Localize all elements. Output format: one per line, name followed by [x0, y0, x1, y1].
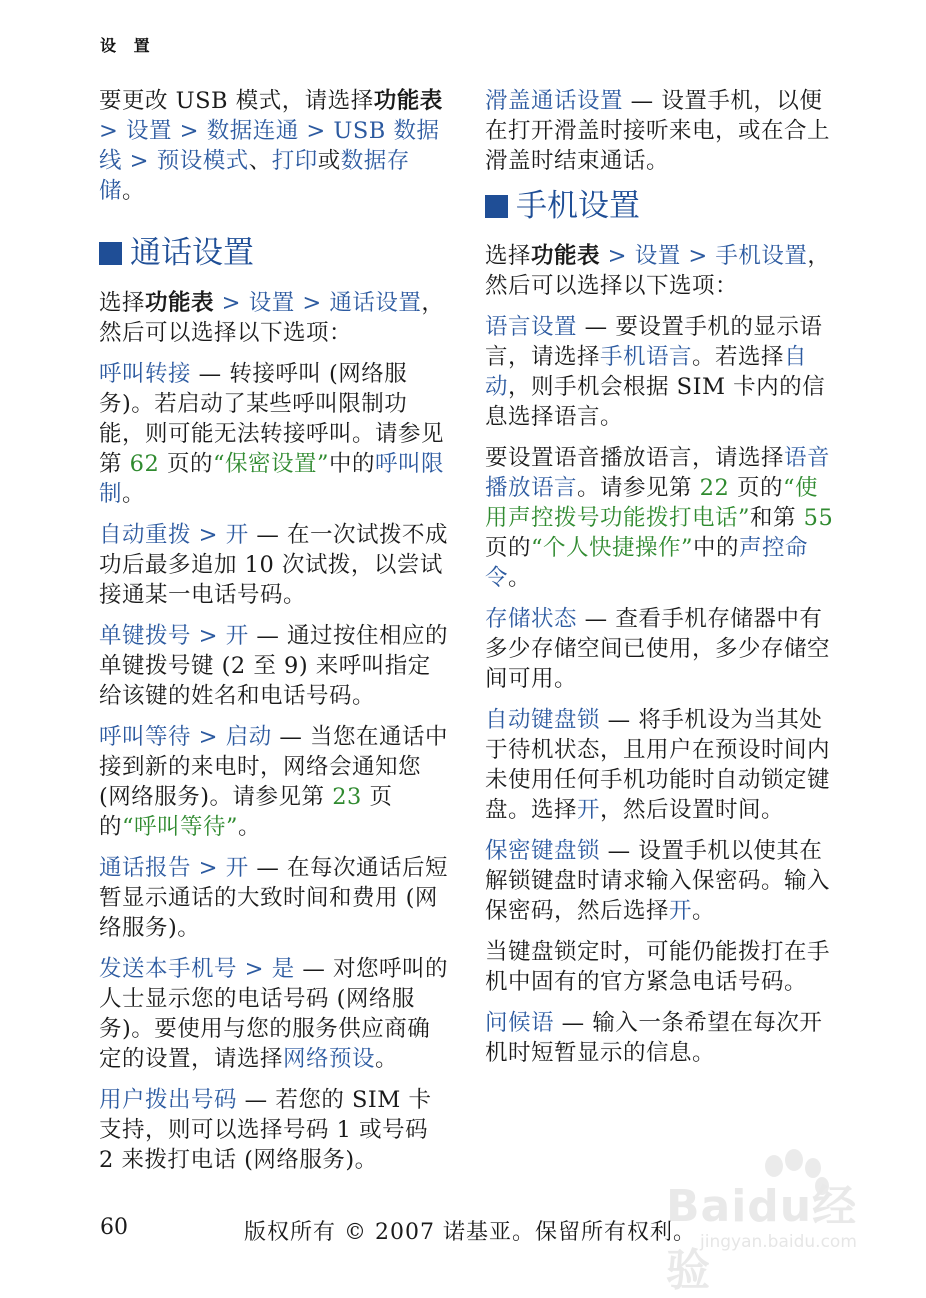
auto-redial-item: 自动重拨 > 开 — 在一次试拨不成功后最多追加 10 次试拨，以尝试接通某一电话号码。 [99, 522, 449, 608]
welcome-note-item: 问候语 — 输入一条希望在每次开机时短暂显示的信息。 [485, 1010, 823, 1066]
voice-language-paragraph: 要设置语音播放语言，请选择语音播放语言。请参见第 22 页的“使用声控拨号功能拨打电话”和第 55 页的“个人快捷操作”中的声控命令。 [485, 445, 834, 591]
security-keyguard-item: 保密键盘锁 — 设置手机以使其在解锁键盘时请求输入保密码。输入保密码，然后选择开。 [485, 838, 831, 924]
right-column [485, 86, 835, 1079]
slide-call-item: 滑盖通话设置 — 设置手机，以便在打开滑盖时接听来电，或在合上滑盖时结束通话。 [485, 88, 831, 174]
language-settings-item: 语言设置 — 要设置手机的显示语言，请选择手机语言。若选择自动，则手机会根据 SIM 卡内的信息选择语言。 [485, 314, 826, 430]
page-number: 60 [100, 1215, 128, 1240]
call-waiting-item: 呼叫等待 > 启动 — 当您在通话中接到新的来电时，网络会通知您 (网络服务)。请参见第 23 页的“呼叫等待”。 [99, 724, 449, 840]
memory-status-item: 存储状态 — 查看手机存储器中有多少存储空间已使用，多少存储空间可用。 [485, 606, 831, 692]
left-column [99, 86, 449, 1186]
speed-dial-item: 单键拨号 > 开 — 通过按住相应的单键拨号键 (2 至 9) 来呼叫指定给该键的姓名和电话号码。 [99, 623, 449, 709]
send-caller-id-item: 发送本手机号 > 是 — 对您呼叫的人士显示您的电话号码 (网络服务)。要使用与您的服务供应商确定的设置，请选择网络预设。 [99, 956, 449, 1072]
call-settings-heading: 通话设置 [99, 234, 449, 272]
phone-settings-heading: 手机设置 [485, 187, 835, 225]
heading-square-icon [485, 195, 508, 218]
phone-settings-intro: 选择功能表 > 设置 > 手机设置，然后可以选择以下选项： [485, 243, 831, 299]
usb-mode-paragraph: 要更改 USB 模式，请选择功能表 > 设置 > 数据连通 > USB 数据线 > 预设模式、打印或数据存储。 [99, 88, 443, 204]
call-settings-intro: 选择功能表 > 设置 > 通话设置，然后可以选择以下选项： [99, 290, 445, 346]
watermark-logo: Baidu经验 [666, 1181, 858, 1296]
watermark [662, 1148, 882, 1296]
auto-keyguard-item: 自动键盘锁 — 将手机设为当其处于待机状态，且用户在预设时间内未使用任何手机功能时自动锁定键盘。选择开，然后设置时间。 [485, 707, 831, 823]
call-forwarding-item: 呼叫转接 — 转接呼叫 (网络服务)。若启动了某些呼叫限制功能，则可能无法转接呼叫。请参见第 62 页的“保密设置”中的呼叫限制。 [99, 361, 445, 507]
call-summary-item: 通话报告 > 开 — 在每次通话后短暂显示通话的大致时间和费用 (网络服务)。 [99, 855, 449, 941]
outgoing-line-item: 用户拨出号码 — 若您的 SIM 卡支持，则可以选择号码 1 或号码 2 来拨打电话 (网络服务)。 [99, 1087, 432, 1173]
copyright-notice: 版权所有 © 2007 诺基亚。保留所有权利。 [244, 1220, 696, 1245]
heading-square-icon [99, 242, 122, 265]
emergency-note: 当键盘锁定时，可能仍能拨打在手机中固有的官方紧急电话号码。 [485, 939, 831, 995]
running-header: 设 置 [100, 36, 156, 55]
watermark-url: jingyan.baidu.com [700, 1232, 857, 1252]
